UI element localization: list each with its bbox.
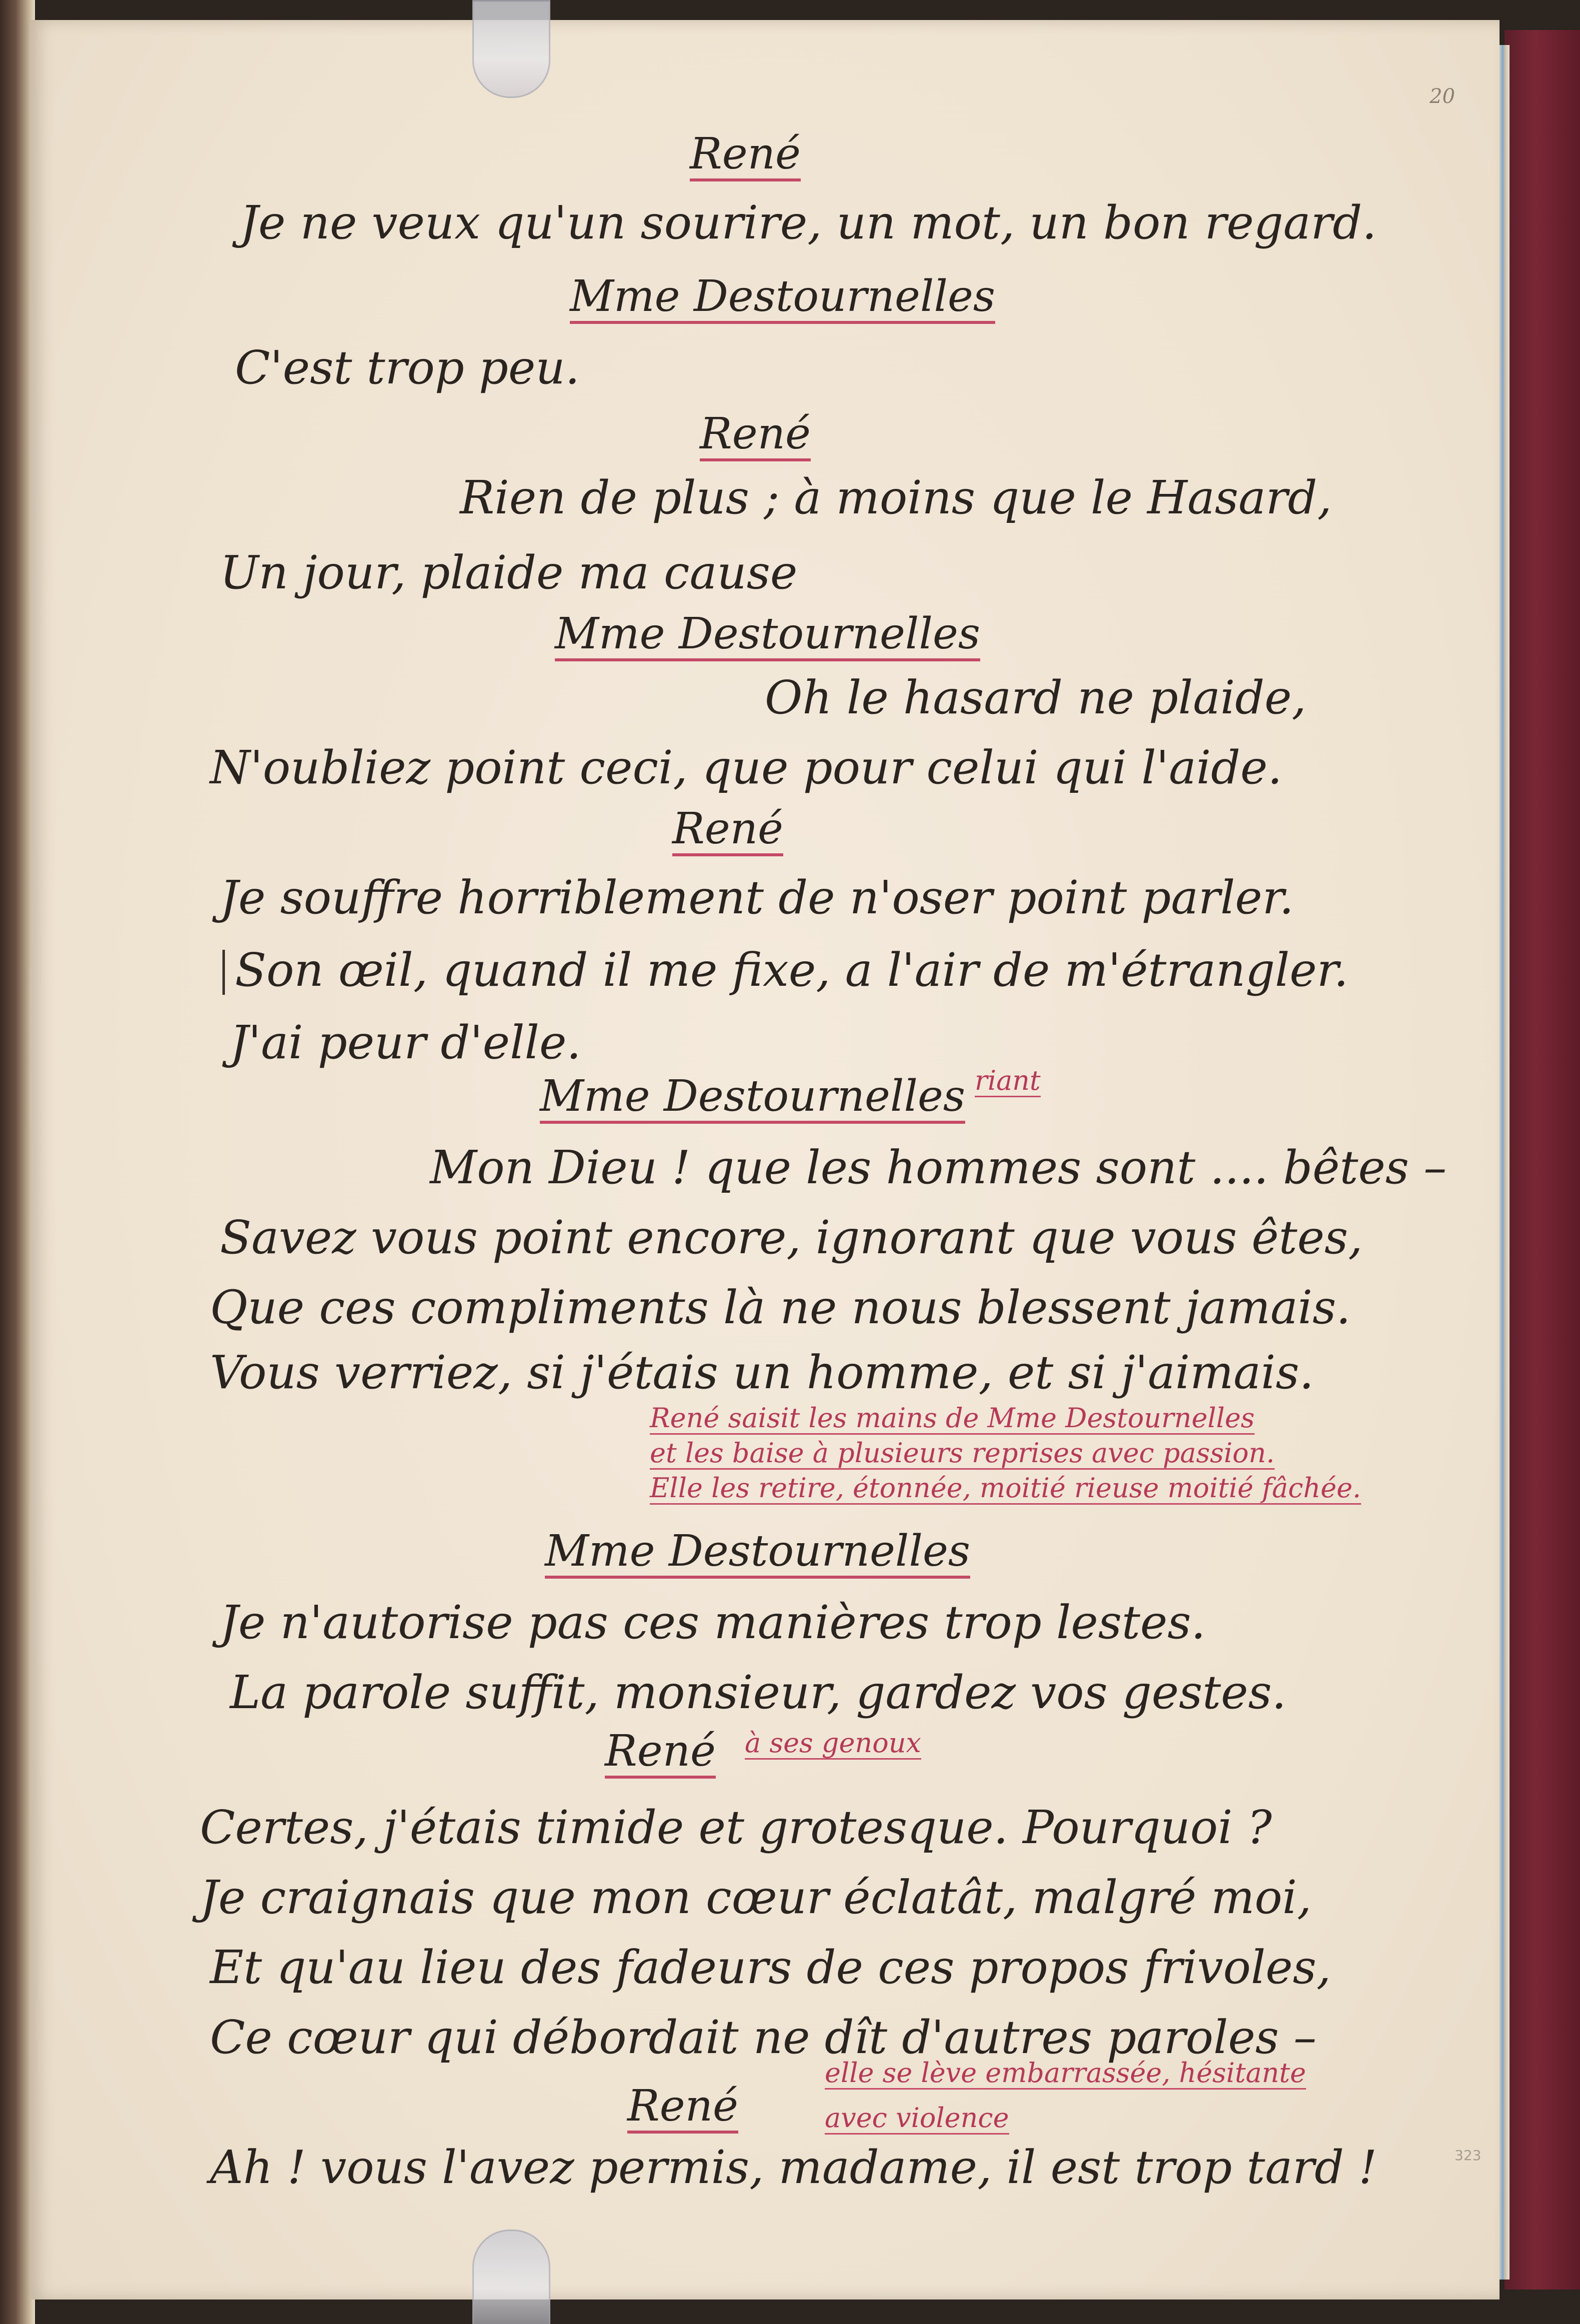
book-cover-edge: [1505, 30, 1580, 2290]
speaker-name: René: [627, 2085, 738, 2134]
margin-mark: [222, 950, 225, 995]
speaker-name: Mme Destournelles: [545, 1530, 970, 1579]
verse-line: Un jour, plaide ma cause: [220, 546, 798, 599]
verse-line: Rien de plus ; à moins que le Hasard,: [460, 471, 1332, 524]
stage-direction: et les baise à plusieurs reprises avec passion.: [650, 1437, 1275, 1469]
verse-line: N'oubliez point ceci, que pour celui qui l'aide.: [210, 741, 1283, 794]
verse-line: Ah ! vous l'avez permis, madame, il est trop tard !: [210, 2141, 1377, 2194]
folio-number: 20: [1430, 85, 1455, 108]
stage-direction: avec violence: [825, 2102, 1009, 2134]
stage-direction: Elle les retire, étonnée, moitié rieuse moitié fâchée.: [650, 1472, 1362, 1504]
stage-direction: elle se lève embarrassée, hésitante: [825, 2057, 1306, 2089]
speaker-name: René: [690, 132, 801, 181]
page-clip-top: [472, 0, 550, 98]
manuscript-page: [30, 20, 1500, 2300]
speaker-name: René: [605, 1730, 716, 1779]
verse-line: Que ces compliments là ne nous blessent jamais.: [210, 1281, 1351, 1334]
speaker-name: René: [672, 807, 783, 856]
stage-direction: à ses genoux: [745, 1727, 921, 1759]
stage-direction: riant: [975, 1065, 1041, 1096]
page-clip-bottom: [472, 2230, 550, 2324]
verse-line: Son œil, quand il me fixe, a l'air de m'étrangler.: [235, 943, 1349, 997]
verse-line: La parole suffit, monsieur, gardez vos gestes.: [230, 1666, 1287, 1719]
verse-line: Je souffre horriblement de n'oser point parler.: [220, 871, 1294, 924]
stage-direction: René saisit les mains de Mme Destournelles: [650, 1402, 1255, 1434]
verse-line: C'est trop peu.: [235, 341, 580, 394]
verse-line: Mon Dieu ! que les hommes sont .... bêtes –: [430, 1141, 1447, 1194]
speaker-name: Mme Destournelles: [570, 275, 995, 324]
verse-line: Oh le hasard ne plaide,: [765, 671, 1307, 724]
verse-line: Je craignais que mon cœur éclatât, malgré moi,: [200, 1871, 1312, 1924]
catalog-number: 323: [1455, 2147, 1482, 2164]
verse-line: Savez vous point encore, ignorant que vous êtes,: [220, 1211, 1363, 1264]
speaker-name: Mme Destournelles: [555, 612, 980, 661]
verse-line: Vous verriez, si j'étais un homme, et si j'aimais.: [210, 1346, 1314, 1399]
verse-line: Je ne veux qu'un sourire, un mot, un bon regard.: [240, 196, 1377, 249]
speaker-name: René: [700, 412, 811, 461]
verse-line: Je n'autorise pas ces manières trop lestes.: [220, 1596, 1206, 1649]
speaker-name: Mme Destournelles: [540, 1075, 965, 1124]
verse-line: Ce cœur qui débordait ne dît d'autres paroles –: [210, 2011, 1317, 2064]
verse-line: Certes, j'étais timide et grotesque. Pourquoi ?: [200, 1801, 1272, 1854]
verse-line: J'ai peur d'elle.: [230, 1016, 581, 1069]
verse-line: Et qu'au lieu des fadeurs de ces propos frivoles,: [210, 1941, 1331, 1994]
